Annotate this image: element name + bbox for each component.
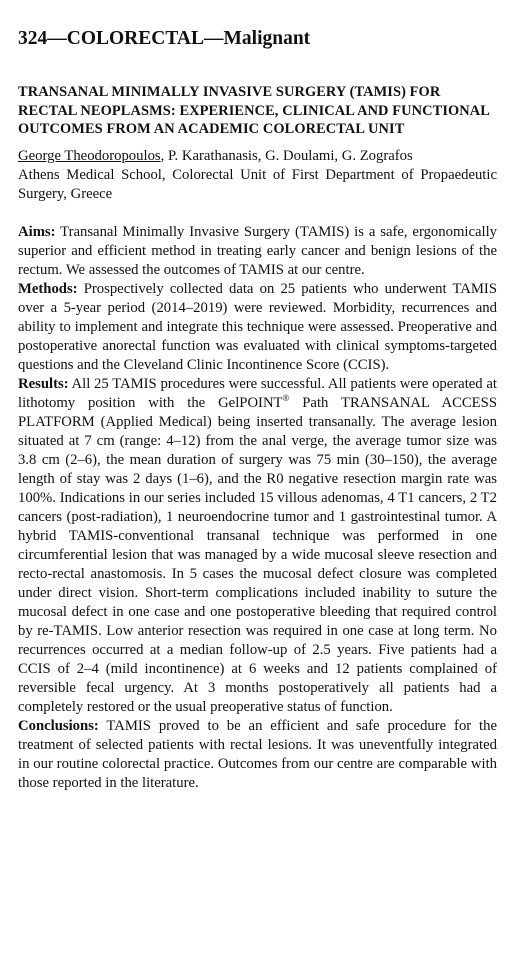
aims-paragraph: [18, 223, 497, 280]
abstract-title: TRANSANAL MINIMALLY INVASIVE SURGERY (TAMIS) FOR RECTAL NEOPLASMS: EXPERIENCE, CLINICAL AND FUNCTIONAL OUTCOMES FROM AN ACADEMIC COLORECTAL UNIT: [18, 84, 490, 137]
co-authors: , P. Karathanasis, G. Doulami, G. Zografos: [160, 147, 413, 164]
presenting-author: George Theodoropoulos: [18, 147, 161, 164]
conclusions-text: TAMIS proved to be an efficient and safe procedure for the treatment of selected patients with rectal lesions. It was uneventfully integrated in our routine colorectal practice. Outcomes from our centre are comparable with those reported in the literature.: [18, 717, 497, 791]
abstract-body: [18, 223, 497, 793]
affiliation: Athens Medical School, Colorectal Unit of First Department of Propaedeutic Surgery, Greece: [18, 166, 497, 202]
methods-paragraph: [18, 280, 497, 375]
results-paragraph: [18, 375, 497, 717]
conclusions-label: Conclusions:: [18, 717, 99, 734]
methods-text: Prospectively collected data on 25 patients who underwent TAMIS over a 5-year period (2014–2019) were reviewed. Morbidity, recurrences and ability to implement and integrate this technique were assessed. Preoperative and postoperative anorectal function was evaluated with clinical symptoms-targeted questions and the Cleveland Clinic Incontinence Score (CCIS).: [18, 280, 497, 373]
results-text-b: Path TRANSANAL ACCESS PLATFORM (Applied Medical) being inserted transanally. The average lesion situated at 7 cm (range: 4–12) from the anal verge, the average tumor size was 3.8 cm (2–6), the mean duration of surgery was 75 min (30–150), the average length of stay was 2 days (1–6), and the R0 negative resection margin rate was 100%. Indications in our series included 15 villous adenomas, 4 T1 cancers, 2 T2 cancers (post-radiation), 1 neuroendocrine tumor and 1 gastrointestinal tumor. A hybrid TAMIS-conventional transanal technique was performed in one circumferential lesion that was managed by a wide mucosal sleeve resection and recto-rectal anastomosis. In 5 cases the mucosal defect closure was completed under direct vision. Short-term complications included inability to suture the mucosal defect in one case and one postoperative bleeding that required control by re-TAMIS. Low anterior resection was required in one case at long term. No recurrences occurred at a median follow-up of 2.5 years. Five patients had a CCIS of 2–4 (mild incontinence) at 6 weeks and 12 patients complained of reversible fecal urgency. At 3 months postoperatively all patients had a completely restored or the usual preoperative status of function.: [18, 394, 497, 715]
methods-label: Methods:: [18, 280, 78, 297]
results-text-a: All 25 TAMIS procedures were successful. All patients were operated at lithotomy position with the GelPOINT: [18, 375, 497, 411]
registered-mark: ®: [282, 392, 290, 403]
section-header: 324—COLORECTAL—Malignant: [18, 28, 311, 49]
aims-text: Transanal Minimally Invasive Surgery (TAMIS) is a safe, ergonomically superior and efficient method in treating early cancer and benign lesions of the rectum. We assessed the outcomes of TAMIS at our centre.: [18, 223, 497, 278]
results-label: Results:: [18, 375, 69, 392]
conclusions-paragraph: [18, 717, 497, 793]
aims-label: Aims:: [18, 223, 56, 240]
author-list: [18, 147, 497, 166]
